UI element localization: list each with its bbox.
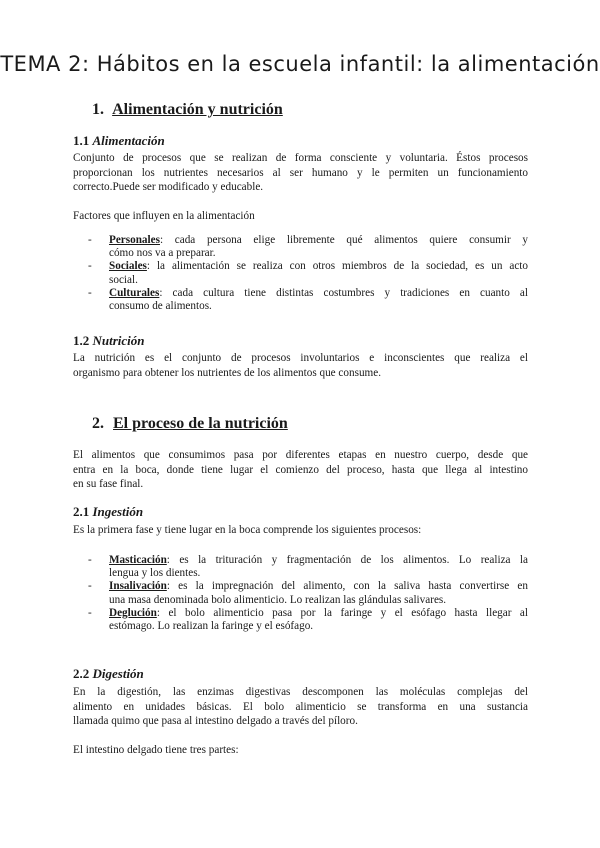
ingestion-steps-list: [88, 554, 528, 633]
list-item-term: Deglución: [109, 606, 157, 619]
section-1-heading: [92, 101, 283, 119]
subsection-title: Alimentación: [92, 133, 165, 148]
section-number: 2.: [92, 415, 104, 432]
list-item-text: estómago. Lo realizan la faringe y el esófago.: [109, 620, 314, 633]
subsection-1-1-heading: [73, 133, 165, 149]
list-item-text: consumo de alimentos.: [109, 300, 212, 313]
list-item-text: : el bolo alimenticio pasa por la faringe y el esófago hasta llegar al: [156, 606, 528, 619]
list-item-term: Masticación: [109, 554, 167, 566]
list-item-text: : cada cultura tiene distintas costumbres y tradiciones en cuanto al: [159, 286, 528, 299]
paragraph-line: correcto.Puede ser modificado y educable.: [73, 181, 264, 193]
list-item: - Culturales: cada cultura tiene distintas costumbres y tradiciones en cuanto al consumo de alimentos.: [88, 286, 528, 313]
paragraph-line: En la digestión, las enzimas digestivas descomponen las moléculas complejas del: [73, 686, 528, 698]
subsection-number: 1.1: [73, 133, 90, 148]
list-item-text: social.: [109, 273, 138, 286]
subsection-1-2-heading: [73, 333, 145, 349]
list-item: - Personales: cada persona elige libremente qué alimentos quiere consumir y cómo nos va a preparar.: [88, 234, 528, 260]
subsection-2-2-heading: [73, 666, 144, 682]
nutrition-process-intro: [73, 448, 528, 492]
subsection-title: Digestión: [92, 666, 144, 681]
list-item-term: Culturales: [109, 286, 160, 299]
subsection-title: Ingestión: [92, 504, 144, 519]
list-item: - Insalivación: es la impregnación del alimento, con la saliva hasta convertirse en una masa denominada bolo alimenticio. Lo realizan las glándulas salivares.: [88, 580, 528, 606]
paragraph-line: La nutrición es el conjunto de procesos involuntarios e inconscientes que realiza el: [73, 352, 528, 364]
section-2-heading: [92, 415, 288, 433]
paragraph-line: proporcionan los nutrientes necesarios al ser humano y le permiten un funcionamiento: [73, 166, 528, 179]
list-item-text: : cada persona elige libremente qué alimentos quiere consumir y: [159, 234, 528, 246]
list-item-text: cómo nos va a preparar.: [109, 247, 216, 260]
paragraph-line: El intestino delgado tiene tres partes:: [73, 744, 239, 756]
subsection-number: 2.1: [73, 504, 90, 519]
list-item-term: Personales: [109, 234, 160, 246]
paragraph-line: Conjunto de procesos que se realizan de forma consciente y voluntaria. Éstos procesos: [73, 152, 528, 164]
list-item: - Sociales: la alimentación se realiza con otros miembros de la sociedad, es un acto social.: [88, 260, 528, 286]
list-item-text: : es la impregnación del alimento, con la saliva hasta convertirse en: [166, 580, 528, 593]
list-item: - Masticación: es la trituración y fragmentación de los alimentos. Lo realiza la lengua y los dientes.: [88, 554, 528, 580]
list-item-term: Insalivación: [109, 580, 167, 593]
paragraph-line: organismo para obtener los nutrientes de los alimentos que consume.: [73, 366, 382, 379]
alimentacion-paragraph: [73, 151, 528, 195]
list-item-text: : la alimentación se realiza con otros miembros de la sociedad, es un acto: [146, 260, 528, 273]
section-number: 1.: [92, 101, 104, 118]
intestine-intro: [73, 743, 528, 758]
list-item-text: : es la trituración y fragmentación de los alimentos. Lo realiza la: [166, 554, 528, 566]
paragraph-line: Es la primera fase y tiene lugar en la boca comprende los siguientes procesos:: [73, 524, 422, 536]
factors-intro: [73, 209, 528, 224]
paragraph-line: llamada quimo que pasa al intestino delgado a través del píloro.: [73, 715, 358, 727]
list-item-text: lengua y los dientes.: [109, 567, 201, 580]
subsection-number: 2.2: [73, 666, 90, 681]
paragraph-line: entra en la boca, donde tiene lugar el comienzo del proceso, hasta que llega al intestino: [73, 463, 528, 476]
subsection-2-1-heading: [73, 504, 143, 520]
paragraph-line: El alimentos que consumimos pasa por diferentes etapas en nuestro cuerpo, desde que: [73, 449, 528, 461]
digestion-paragraph: [73, 685, 528, 729]
paragraph-line: alimento en unidades básicas. El bolo alimenticio se transforma en una sustancia: [73, 700, 528, 713]
section-title: El proceso de la nutrición: [113, 415, 288, 432]
subsection-number: 1.2: [73, 333, 90, 348]
paragraph-line: Factores que influyen en la alimentación: [73, 210, 255, 222]
ingestion-intro: [73, 523, 528, 538]
page-title: TEMA 2: Hábitos en la escuela infantil: la alimentación: [0, 52, 600, 76]
nutricion-paragraph: [73, 351, 528, 380]
paragraph-line: en su fase final.: [73, 478, 144, 490]
list-item: - Deglución: el bolo alimenticio pasa por la faringe y el esófago hasta llegar al estómago. Lo realizan la faringe y el esófago.: [88, 606, 528, 633]
list-item-text: una masa denominada bolo alimenticio. Lo realizan las glándulas salivares.: [109, 593, 447, 606]
list-item-term: Sociales: [109, 260, 147, 273]
subsection-title: Nutrición: [92, 333, 145, 348]
factors-list: [88, 234, 528, 313]
section-title: Alimentación y nutrición: [112, 101, 283, 118]
